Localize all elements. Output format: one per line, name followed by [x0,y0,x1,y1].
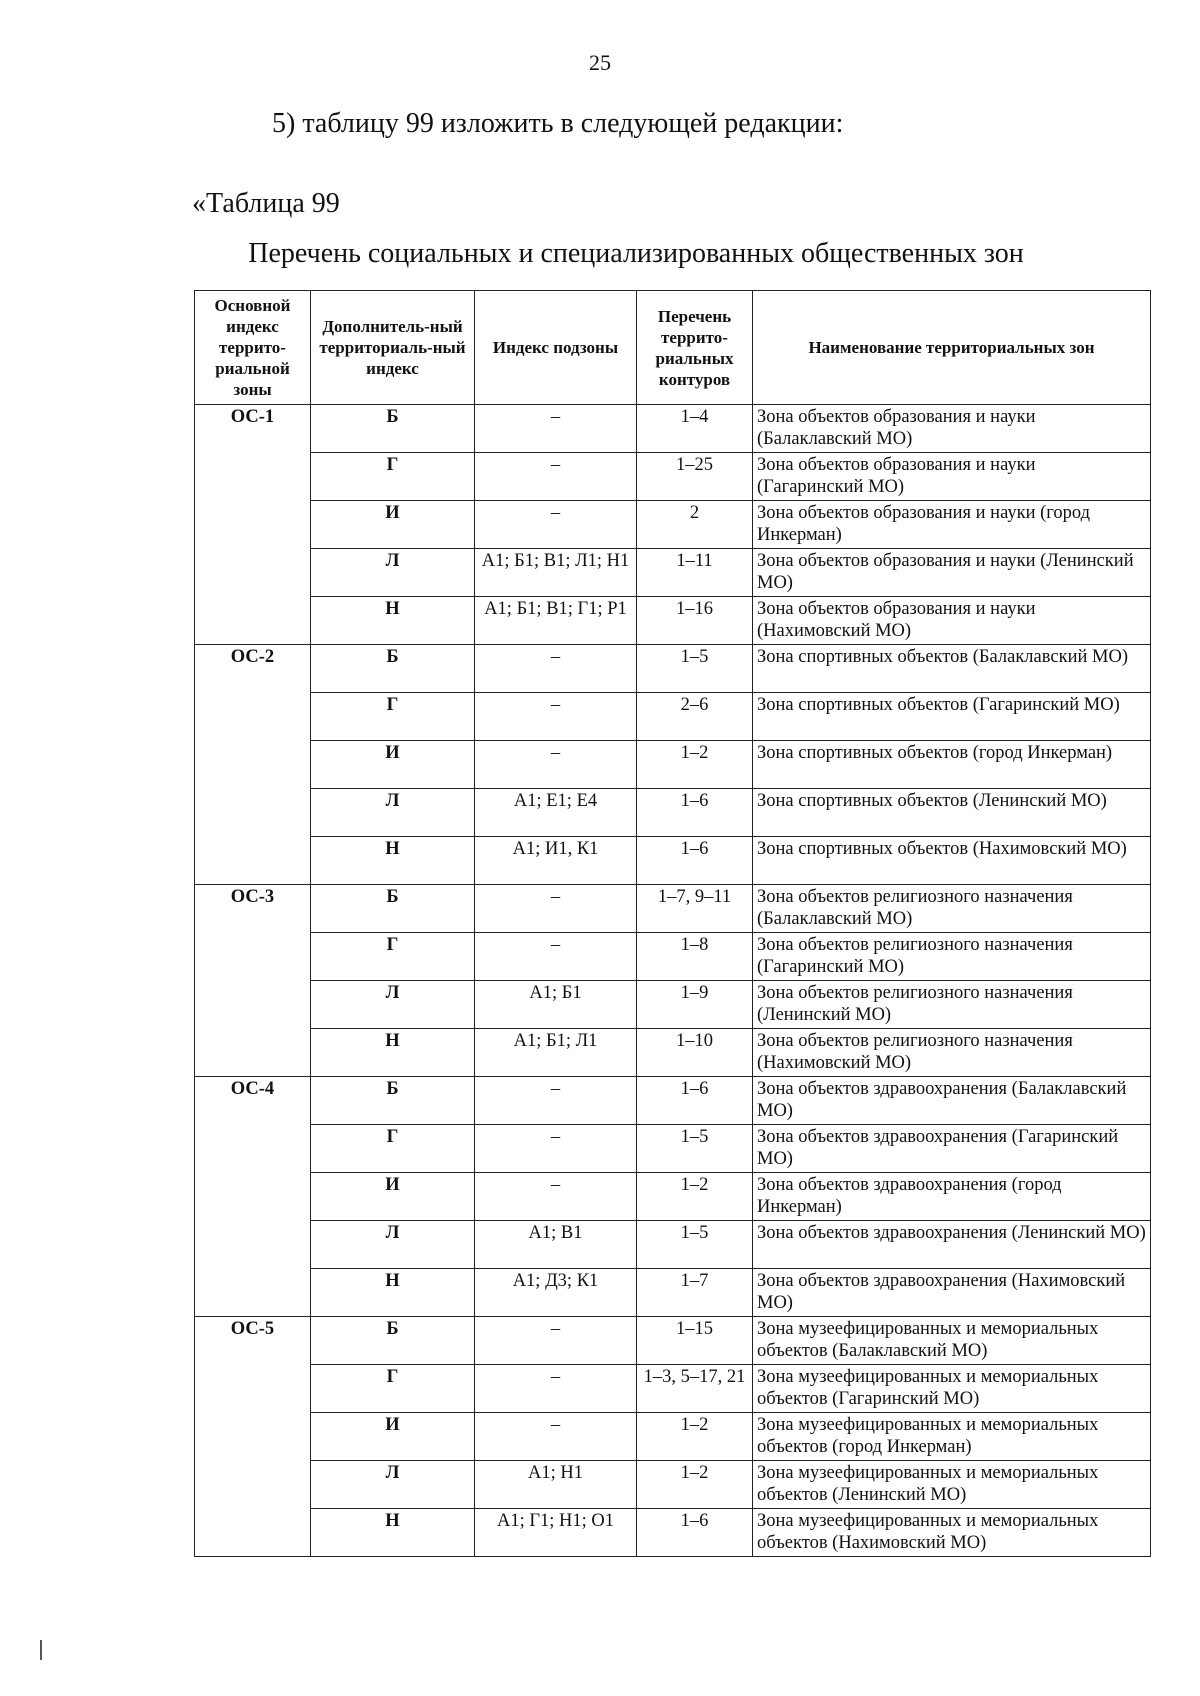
contours-cell: 1–6 [637,837,753,885]
table-row [195,453,1151,501]
contours-cell: 1–8 [637,933,753,981]
zone-name-cell: Зона музеефицированных и мемориальных объектов (Ленинский МО) [753,1461,1151,1509]
zone-name-cell: Зона объектов религиозного назначения (Гагаринский МО) [753,933,1151,981]
table-row [195,1365,1151,1413]
table-row [195,405,1151,453]
additional-index-cell: Л [311,549,475,597]
contours-cell: 1–5 [637,1125,753,1173]
additional-index-cell: Л [311,789,475,837]
zone-name-cell: Зона спортивных объектов (город Инкерман) [753,741,1151,789]
zone-name-cell: Зона объектов образования и науки (Балаклавский МО) [753,405,1151,453]
subzone-index-cell: – [475,1125,637,1173]
contours-cell: 1–7, 9–11 [637,885,753,933]
table-row [195,1317,1151,1365]
additional-index-cell: Г [311,453,475,501]
subzone-index-cell: А1; Е1; Е4 [475,789,637,837]
page-number: 25 [589,50,611,75]
table-row [195,981,1151,1029]
contours-cell: 1–5 [637,1221,753,1269]
main-index-cell: ОС-4 [195,1077,311,1317]
subzone-index-cell: А1; Б1; В1; Л1; Н1 [475,549,637,597]
zone-name-cell: Зона объектов здравоохранения (Гагаринский МО) [753,1125,1151,1173]
subzone-index-cell: – [475,501,637,549]
table-row [195,1077,1151,1125]
zone-name-cell: Зона музеефицированных и мемориальных объектов (Гагаринский МО) [753,1365,1151,1413]
additional-index-cell: Б [311,645,475,693]
header-additional-index: Дополнитель-ный территориаль-ный индекс [311,291,475,405]
header-contours: Перечень террито-риальных контуров [637,291,753,405]
header-row [195,291,1151,405]
subzone-index-cell: А1; Д3; К1 [475,1269,637,1317]
subzone-index-cell: – [475,933,637,981]
table-row [195,741,1151,789]
zone-name-cell: Зона объектов здравоохранения (Балаклавский МО) [753,1077,1151,1125]
subzone-index-cell: – [475,453,637,501]
additional-index-cell: Н [311,1509,475,1557]
additional-index-cell: И [311,1413,475,1461]
zones-table-body [195,405,1151,1557]
contours-cell: 1–2 [637,1461,753,1509]
contours-cell: 1–2 [637,1413,753,1461]
subzone-index-cell: – [475,741,637,789]
additional-index-cell: Г [311,1365,475,1413]
table-row [195,549,1151,597]
table-row [195,1461,1151,1509]
subzone-index-cell: А1; Б1 [475,981,637,1029]
subzone-index-cell: А1; Б1; Л1 [475,1029,637,1077]
table-title: Перечень социальных и специализированных общественных зон [248,238,1024,269]
additional-index-cell: И [311,741,475,789]
zone-name-cell: Зона спортивных объектов (Балаклавский МО) [753,645,1151,693]
additional-index-cell: Г [311,693,475,741]
zone-name-cell: Зона спортивных объектов (Гагаринский МО) [753,693,1151,741]
table-row [195,645,1151,693]
table-row [195,789,1151,837]
subzone-index-cell: – [475,1173,637,1221]
subzone-index-cell: – [475,693,637,741]
subzone-index-cell: А1; Б1; В1; Г1; Р1 [475,597,637,645]
zone-name-cell: Зона объектов религиозного назначения (Ленинский МО) [753,981,1151,1029]
subzone-index-cell: А1; И1, К1 [475,837,637,885]
table-caption: «Таблица 99 [192,188,340,219]
zone-name-cell: Зона объектов образования и науки (город Инкерман) [753,501,1151,549]
contours-cell: 1–7 [637,1269,753,1317]
contours-cell: 1–6 [637,789,753,837]
contours-cell: 1–10 [637,1029,753,1077]
zone-name-cell: Зона музеефицированных и мемориальных объектов (город Инкерман) [753,1413,1151,1461]
subzone-index-cell: А1; В1 [475,1221,637,1269]
table-row [195,885,1151,933]
zone-name-cell: Зона спортивных объектов (Нахимовский МО) [753,837,1151,885]
contours-cell: 2 [637,501,753,549]
contours-cell: 1–11 [637,549,753,597]
additional-index-cell: Г [311,933,475,981]
zone-name-cell: Зона объектов здравоохранения (Ленинский МО) [753,1221,1151,1269]
subzone-index-cell: – [475,1317,637,1365]
additional-index-cell: Л [311,981,475,1029]
zone-name-cell: Зона объектов религиозного назначения (Нахимовский МО) [753,1029,1151,1077]
additional-index-cell: Б [311,1317,475,1365]
table-row [195,1269,1151,1317]
contours-cell: 1–9 [637,981,753,1029]
subzone-index-cell: – [475,1077,637,1125]
table-row [195,1509,1151,1557]
header-zone-name: Наименование территориальных зон [753,291,1151,405]
zones-table [194,290,1151,1557]
margin-mark [40,1640,42,1660]
header-subzone-index: Индекс подзоны [475,291,637,405]
additional-index-cell: И [311,1173,475,1221]
contours-cell: 1–25 [637,453,753,501]
main-index-cell: ОС-3 [195,885,311,1077]
zone-name-cell: Зона музеефицированных и мемориальных объектов (Балаклавский МО) [753,1317,1151,1365]
zone-name-cell: Зона объектов образования и науки (Нахимовский МО) [753,597,1151,645]
zone-name-cell: Зона объектов здравоохранения (город Инкерман) [753,1173,1151,1221]
zone-name-cell: Зона объектов здравоохранения (Нахимовский МО) [753,1269,1151,1317]
table-row [195,1413,1151,1461]
zone-name-cell: Зона музеефицированных и мемориальных объектов (Нахимовский МО) [753,1509,1151,1557]
contours-cell: 1–2 [637,741,753,789]
subzone-index-cell: – [475,645,637,693]
contours-cell: 2–6 [637,693,753,741]
contours-cell: 1–16 [637,597,753,645]
table-row [195,837,1151,885]
contours-cell: 1–6 [637,1509,753,1557]
additional-index-cell: Б [311,885,475,933]
amendment-instruction: 5) таблицу 99 изложить в следующей редакции: [272,108,844,139]
additional-index-cell: Н [311,837,475,885]
table-row [195,1173,1151,1221]
additional-index-cell: Н [311,597,475,645]
additional-index-cell: Б [311,405,475,453]
additional-index-cell: Л [311,1221,475,1269]
subzone-index-cell: – [475,1365,637,1413]
subzone-index-cell: – [475,885,637,933]
contours-cell: 1–6 [637,1077,753,1125]
main-index-cell: ОС-5 [195,1317,311,1557]
main-index-cell: ОС-1 [195,405,311,645]
additional-index-cell: Н [311,1269,475,1317]
additional-index-cell: Г [311,1125,475,1173]
zone-name-cell: Зона объектов религиозного назначения (Балаклавский МО) [753,885,1151,933]
subzone-index-cell: – [475,405,637,453]
table-row [195,693,1151,741]
subzone-index-cell: А1; Г1; Н1; О1 [475,1509,637,1557]
contours-cell: 1–2 [637,1173,753,1221]
additional-index-cell: И [311,501,475,549]
contours-cell: 1–5 [637,645,753,693]
additional-index-cell: Л [311,1461,475,1509]
subzone-index-cell: – [475,1413,637,1461]
contours-cell: 1–3, 5–17, 21 [637,1365,753,1413]
contours-cell: 1–4 [637,405,753,453]
table-row [195,1029,1151,1077]
additional-index-cell: Б [311,1077,475,1125]
table-row [195,597,1151,645]
zone-name-cell: Зона объектов образования и науки (Гагаринский МО) [753,453,1151,501]
main-index-cell: ОС-2 [195,645,311,885]
header-main-index: Основной индекс террито-риальной зоны [195,291,311,405]
table-row [195,1125,1151,1173]
subzone-index-cell: А1; Н1 [475,1461,637,1509]
table-row [195,1221,1151,1269]
table-row [195,933,1151,981]
zone-name-cell: Зона спортивных объектов (Ленинский МО) [753,789,1151,837]
contours-cell: 1–15 [637,1317,753,1365]
zone-name-cell: Зона объектов образования и науки (Ленинский МО) [753,549,1151,597]
table-row [195,501,1151,549]
additional-index-cell: Н [311,1029,475,1077]
